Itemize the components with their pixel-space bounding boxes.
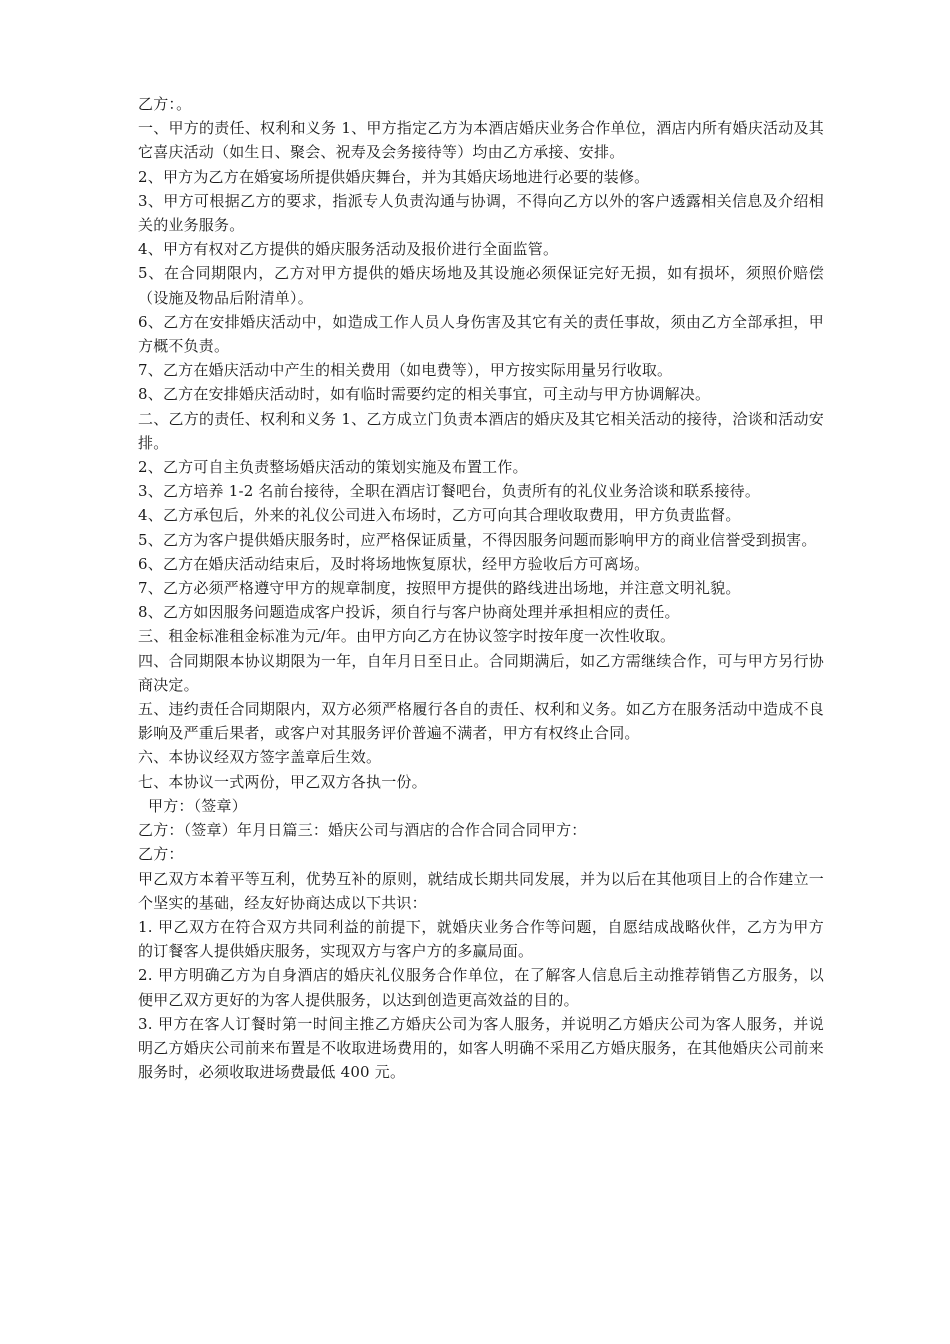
paragraph: 乙方：。 bbox=[138, 95, 192, 113]
paragraph: 四、合同期限本协议期限为一年，自年月日至日止。合同期满后，如乙方需继续合作，可与甲方另行协商决定。 bbox=[138, 651, 824, 694]
paragraph: 2. 甲方明确乙方为自身酒店的婚庆礼仪服务合作单位，在了解客人信息后主动推荐销售乙方服务，以便甲乙双方更好的为客人提供服务，以达到创造更高效益的目的。 bbox=[138, 966, 824, 1009]
paragraph: 5、在合同期限内，乙方对甲方提供的婚庆场地及其设施必须保证完好无损，如有损坏，须照价赔偿（设施及物品后附清单）。 bbox=[138, 264, 824, 307]
paragraph: 七、本协议一式两份，甲乙双方各执一份。 bbox=[138, 772, 427, 791]
paragraph: 2、甲方为乙方在婚宴场所提供婚庆舞台，并为其婚庆场地进行必要的装修。 bbox=[138, 167, 650, 186]
paragraph: 2、乙方可自主负责整场婚庆活动的策划实施及布置工作。 bbox=[138, 458, 528, 477]
paragraph: 7、乙方必须严格遵守甲方的规章制度，按照甲方提供的路线进出场地，并注意文明礼貌。 bbox=[138, 579, 741, 598]
signature-line-party-a: 甲方：（签章） bbox=[148, 796, 247, 815]
paragraph: 3、乙方培养 1-2 名前台接待，全职在酒店订餐吧台，负责所有的礼仪业务洽谈和联系接待。 bbox=[138, 482, 761, 501]
document-body bbox=[138, 92, 824, 1084]
paragraph: 甲乙双方本着平等互利，优势互补的原则，就结成长期共同发展，并为以后在其他项目上的合作建立一个坚实的基础，经友好协商达成以下共识： bbox=[138, 869, 824, 912]
paragraph: 5、乙方为客户提供婚庆服务时，应严格保证质量，不得因服务问题而影响甲方的商业信誉受到损害。 bbox=[138, 530, 817, 549]
signature-line-party-b: 乙方：（签章）年月日篇三：婚庆公司与酒店的合作合同合同甲方： bbox=[138, 821, 587, 840]
paragraph: 4、甲方有权对乙方提供的婚庆服务活动及报价进行全面监管。 bbox=[138, 240, 559, 259]
paragraph: 五、违约责任合同期限内，双方必须严格履行各自的责任、权利和义务。如乙方在服务活动中造成不良影响及严重后果者，或客户对其服务评价普遍不满者，甲方有权终止合同。 bbox=[138, 700, 824, 743]
paragraph: 乙方： bbox=[138, 845, 184, 864]
paragraph: 一、甲方的责任、权利和义务 1、甲方指定乙方为本酒店婚庆业务合作单位，酒店内所有婚庆活动及其它喜庆活动（如生日、聚会、祝寿及会务接待等）均由乙方承接、安排。 bbox=[138, 119, 824, 162]
paragraph: 4、乙方承包后，外来的礼仪公司进入布场时，乙方可向其合理收取费用，甲方负责监督。 bbox=[138, 506, 741, 525]
paragraph: 3、甲方可根据乙方的要求，指派专人负责沟通与协调，不得向乙方以外的客户透露相关信息及介绍相关的业务服务。 bbox=[138, 191, 824, 235]
paragraph: 6、乙方在安排婚庆活动中，如造成工作人员人身伤害及其它有关的责任事故，须由乙方全部承担，甲方概不负责。 bbox=[138, 312, 824, 356]
paragraph: 1. 甲乙双方在符合双方共同利益的前提下，就婚庆业务合作等问题，自愿结成战略伙伴，乙方为甲方的订餐客人提供婚庆服务，实现双方与客户方的多赢局面。 bbox=[138, 917, 824, 961]
paragraph: 8、乙方在安排婚庆活动时，如有临时需要约定的相关事宜，可主动与甲方协调解决。 bbox=[138, 385, 711, 404]
paragraph: 三、租金标准租金标准为元/年。由甲方向乙方在协议签字时按年度一次性收取。 bbox=[138, 627, 676, 646]
paragraph: 6、乙方在婚庆活动结束后，及时将场地恢复原状，经甲方验收后方可离场。 bbox=[138, 554, 650, 573]
paragraph: 二、乙方的责任、权利和义务 1、乙方成立门负责本酒店的婚庆及其它相关活动的接待，洽谈和活动安排。 bbox=[138, 409, 824, 452]
paragraph: 8、乙方如因服务问题造成客户投诉，须自行与客户协商处理并承担相应的责任。 bbox=[138, 603, 680, 622]
paragraph: 7、乙方在婚庆活动中产生的相关费用（如电费等），甲方按实际用量另行收取。 bbox=[138, 361, 673, 380]
paragraph: 六、本协议经双方签字盖章后生效。 bbox=[138, 748, 382, 767]
paragraph: 3. 甲方在客人订餐时第一时间主推乙方婚庆公司为客人服务，并说明乙方婚庆公司为客人服务，并说明乙方婚庆公司前来布置是不收取进场费用的，如客人明确不采用乙方婚庆服务，在其他婚庆公司前来服务时，必须收取进场费最低 400 元。 bbox=[138, 1014, 824, 1082]
